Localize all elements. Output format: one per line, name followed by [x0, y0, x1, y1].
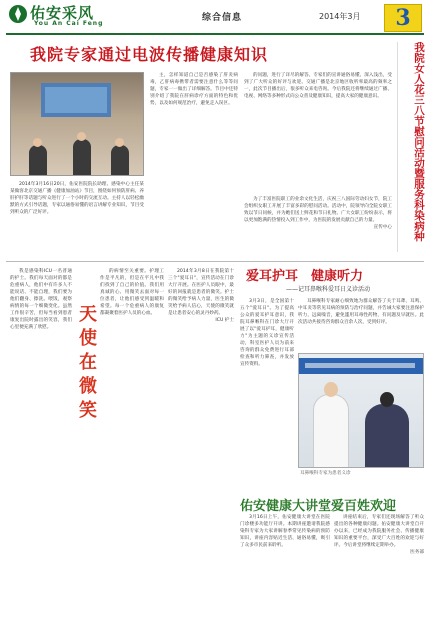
article1-photo [10, 72, 144, 176]
article1-body-1: 2014年3月16日20日，佑安医院院长助理、感染中心主任某某做客北京交通广播《健康加油站》节目，围绕如何预防肝病、养肝护肝等话题与听众进行了一个小时的交流互动。主持人以轻松幽默的方式引导话题，专家以通俗易懂的语言讲解专业知识，节目受到听众的广泛好评。 [10, 182, 144, 215]
photo-person-head [77, 132, 86, 141]
photo-doctor [313, 394, 349, 468]
article1-column-2 [150, 72, 238, 257]
article4-column-2 [298, 298, 424, 350]
article1-column-1 [10, 181, 144, 257]
section-divider [6, 261, 424, 262]
studio-screen [41, 83, 111, 117]
article4-column-1 [240, 298, 294, 488]
article4-subhead: ——记耳鼻喉科爱耳日义诊活动 [286, 286, 371, 293]
article4-photo-caption: 耳鼻喉科专家为患者义诊 [300, 471, 351, 476]
article3-body-1: 我是感染科ICU一名普通的护士。我们每天面对的都是危重病人，他们中有许多人不能说话、不能自理，我们要为他们翻身、擦洗、喂饭，观察病情的每一个细微变化。虽然工作很辛苦，但每当看到患者康复出院时露出的笑容，我们心里便充满了欣慰。 [10, 269, 72, 330]
article4-body-2: 耳鼻喉科专家耐心细致地为群众解答了关于耳聋、耳鸣、中耳炎等常见耳病的预防与治疗问题，并告诫大家要注意保护听力，远离噪音，避免滥用耳毒性药物，有问题及早就医。此次活动共接待咨询群众百余人次，受到好评。 [298, 299, 424, 325]
article2-body: 为了丰富医院职工的业余文化生活，庆祝三八国际劳动妇女节，院工会组织女职工开展了丰富多彩的慰问活动。活动中，院领导向全院女职工致以节日问候，并为她们送上鲜花和节日礼物。广大女职工纷纷表示，将以更加饱满的热情投入到工作中，为医院的发展贡献自己的力量。 [244, 197, 392, 223]
article5-column-1 [240, 514, 330, 608]
article2-column [244, 196, 392, 256]
photo-person [73, 139, 91, 175]
article1-column-3 [244, 72, 392, 192]
article5-headline: 佑安健康大讲堂爱百姓欢迎 [240, 499, 397, 514]
article5-body-1: 3月16日上午，佑安健康大讲堂在医院门诊楼多功能厅开讲。本期讲座邀请我院感染科专家为大家讲解春季常见传染病的预防知识，讲座内容贴近生活、通俗易懂，吸引了众多市民前来聆听。 [240, 515, 330, 548]
photo-person [29, 145, 47, 175]
newspaper-pinyin: You An Cai Feng [34, 20, 104, 27]
article3-body-3: 2014年3月8日在我院第十三个"爱耳日"，宣传活动在门诊大厅开展。在医护人员眼中，最好的回报就是患者的微笑。护士的微笑给予病人力量，医生的微笑给予病人信心，天使的微笑就是让患者安心的灵丹妙药。 [168, 269, 234, 316]
photo-person-head [33, 138, 42, 147]
photo-person [111, 145, 129, 175]
article1-body-2: 主，怎样知道自己是否感染了肝炎病毒，乙肝病毒携带者需要注意什么等等问题，专家一一做出了详细解答。节目中还特别介绍了我院在肝病诊疗方面的特色和优势，以及如何规范治疗，避免走入误区。 [150, 73, 238, 106]
section-name: 综合信息 [202, 13, 243, 23]
photo-patient [365, 404, 409, 468]
article5-column-2 [334, 514, 424, 608]
article2-byline: 宣传中心 [373, 225, 392, 230]
article2-headline: 我院女人花三八节慰问活动暨服务科染病种 [413, 42, 425, 242]
article5-byline: 医务部 [410, 550, 424, 555]
photo-person-head [115, 138, 124, 147]
article3-headline: 天使在微笑 [76, 304, 97, 424]
article5-body-2: 讲座结束后，专家们还现场解答了听众提出的各种健康问题。佑安健康大讲堂自开办以来，已经成为我院服务社会、传播健康知识的重要平台，深受广大百姓的欢迎与好评。今后讲堂将继续定期举办。 [334, 515, 424, 548]
masthead-rule [6, 33, 424, 35]
newspaper-title: 佑安采风 [30, 4, 95, 22]
article3-column-2 [100, 268, 164, 488]
article3-column-1 [10, 268, 72, 608]
article4-body-1: 3月3日，是全国第十五个"爱耳日"。为了提高公众的爱耳护耳意识，我院耳鼻喉科在门诊大厅开展了以"爱耳护耳，健康听力"为主题的义诊宣传活动，科室医护人员为前来咨询的群众免费进行耳部检查和听力筛查，并发放宣传资料。 [240, 299, 294, 367]
hospital-logo-icon [8, 4, 28, 24]
article3-column-3 [168, 268, 234, 488]
issue-date: 2014年3月 [319, 12, 361, 21]
photo-doctor-head [324, 382, 338, 397]
article3-body-2: 的病情至关重要。护理工作是平凡的，但是在平凡中我们找到了自己的价值。我们用真诚的心、用微笑去面对每一位患者，让他们感受到温暖和希望。每一个危重病人的康复都凝聚着医护人员的心血。 [100, 269, 164, 316]
photo-patient-head [380, 392, 394, 407]
article1-body-3: 的问题，进行了详尽的解答。专家们的宣讲通俗易懂、深入浅出，受到了广大听众的好评与欢迎。交通广播是北京地区收听率最高的频率之一，此次节目播出后，很多听众来电咨询。今后我院还将继续通过广播、电视、网络等多种形式向公众普及健康知识，提高大家的健康意识。 [244, 73, 392, 99]
page-number: 3 [384, 4, 422, 32]
article4-photo [298, 353, 424, 468]
article4-headline: 爱耳护耳 健康听力 [246, 269, 364, 284]
article1-headline: 我院专家通过电波传播健康知识 [30, 45, 269, 64]
column-divider [397, 42, 398, 252]
event-banner [299, 358, 424, 374]
article3-byline: ICU 护士 [215, 318, 234, 323]
